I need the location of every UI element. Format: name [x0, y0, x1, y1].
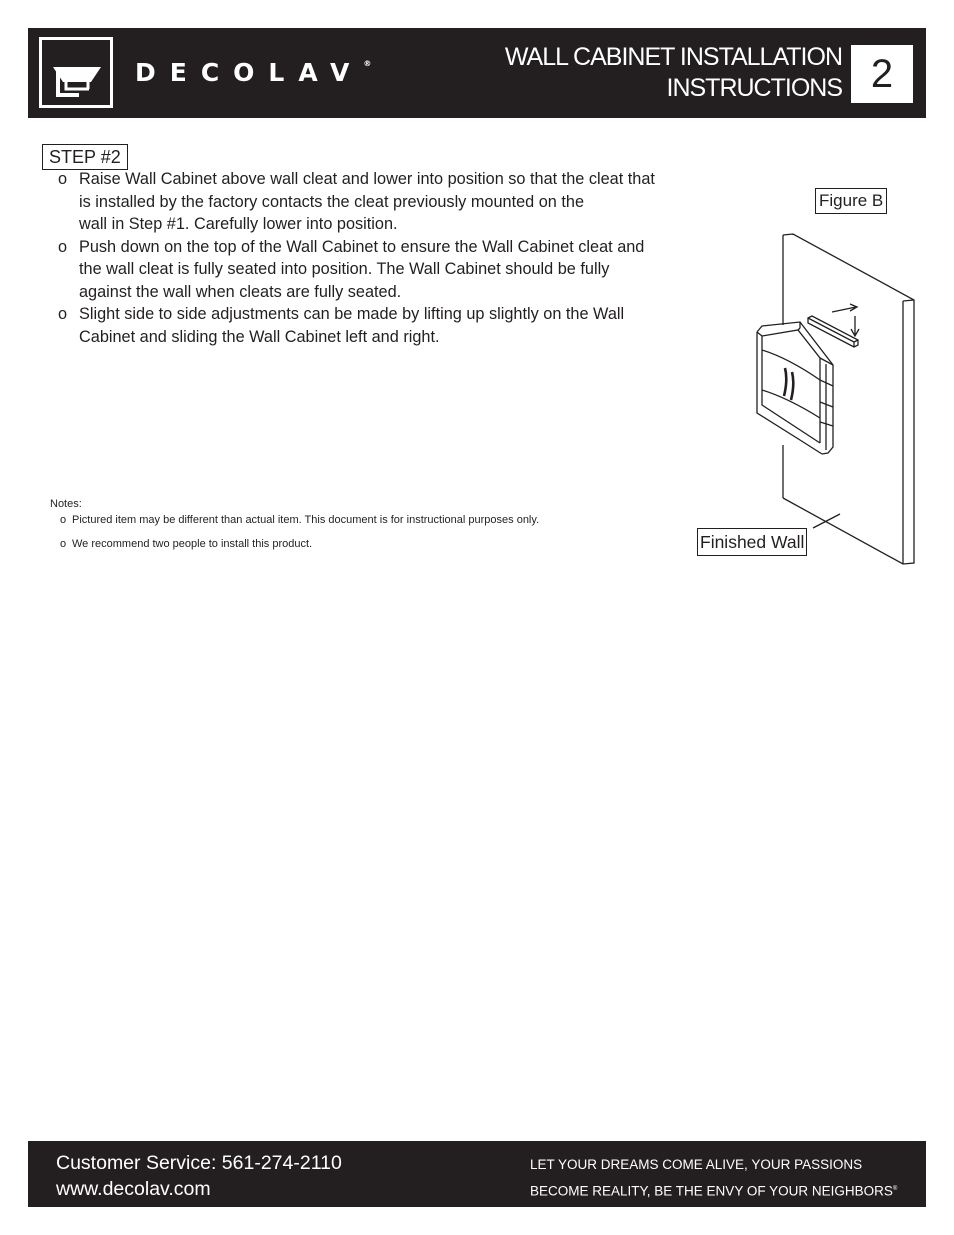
finished-wall-label: Finished Wall	[697, 528, 807, 556]
website-link[interactable]: www.decolav.com	[56, 1178, 211, 1200]
notes-section	[50, 498, 539, 562]
instruction-item	[58, 236, 708, 304]
note-text: We recommend two people to install this product.	[72, 538, 313, 550]
title-line-2: INSTRUCTIONS	[666, 74, 842, 102]
instruction-line: is installed by the factory contacts the cleat previously mounted on the	[79, 192, 584, 211]
contact-info	[56, 1150, 342, 1202]
instruction-line: Slight side to side adjustments can be made by lifting up slightly on the Wall	[79, 305, 625, 323]
instruction-line: against the wall when cleats are fully seated.	[79, 282, 402, 301]
step-instructions	[58, 168, 708, 348]
figure-label: Figure B	[815, 188, 887, 214]
step-label: STEP #2	[42, 144, 128, 170]
brand-wordmark: DECOLAV®	[135, 58, 372, 87]
instruction-line: Raise Wall Cabinet above wall cleat and lower into position so that the cleat that	[79, 170, 655, 188]
bullet-marker: o	[58, 305, 68, 323]
bullet-marker: o	[58, 237, 68, 256]
instruction-line: Push down on the top of the Wall Cabinet to ensure the Wall Cabinet cleat and	[79, 237, 645, 256]
page-footer	[28, 1141, 926, 1207]
customer-service-phone: Customer Service: 561-274-2110	[56, 1152, 342, 1174]
bullet-marker: o	[58, 170, 68, 188]
bullet-marker: o	[60, 514, 67, 526]
decolav-logo-icon	[39, 37, 113, 108]
slogan-line-1: LET YOUR DREAMS COME ALIVE, YOUR PASSIONS	[530, 1157, 863, 1172]
instruction-item	[58, 303, 708, 348]
brand-slogan	[530, 1152, 897, 1204]
instruction-line: wall in Step #1. Carefully lower into position.	[79, 215, 398, 233]
cabinet-installation-illustration	[740, 230, 920, 570]
document-title	[505, 42, 842, 104]
note-item	[50, 514, 539, 526]
instruction-line: Cabinet and sliding the Wall Cabinet left and right.	[79, 327, 440, 346]
page-header	[28, 28, 926, 118]
note-item	[50, 538, 539, 550]
instruction-item	[58, 168, 708, 236]
page-number: 2	[851, 45, 913, 103]
title-line-1: WALL CABINET INSTALLATION	[504, 43, 842, 71]
notes-title: Notes:	[50, 498, 82, 510]
slogan-line-2: BECOME REALITY, BE THE ENVY OF YOUR NEIGHBORS®	[530, 1183, 898, 1199]
note-text: Pictured item may be different than actual item. This document is for instructional purposes only.	[72, 514, 540, 526]
bullet-marker: o	[60, 538, 67, 550]
instruction-line: the wall cleat is fully seated into position. The Wall Cabinet should be fully	[79, 260, 610, 278]
